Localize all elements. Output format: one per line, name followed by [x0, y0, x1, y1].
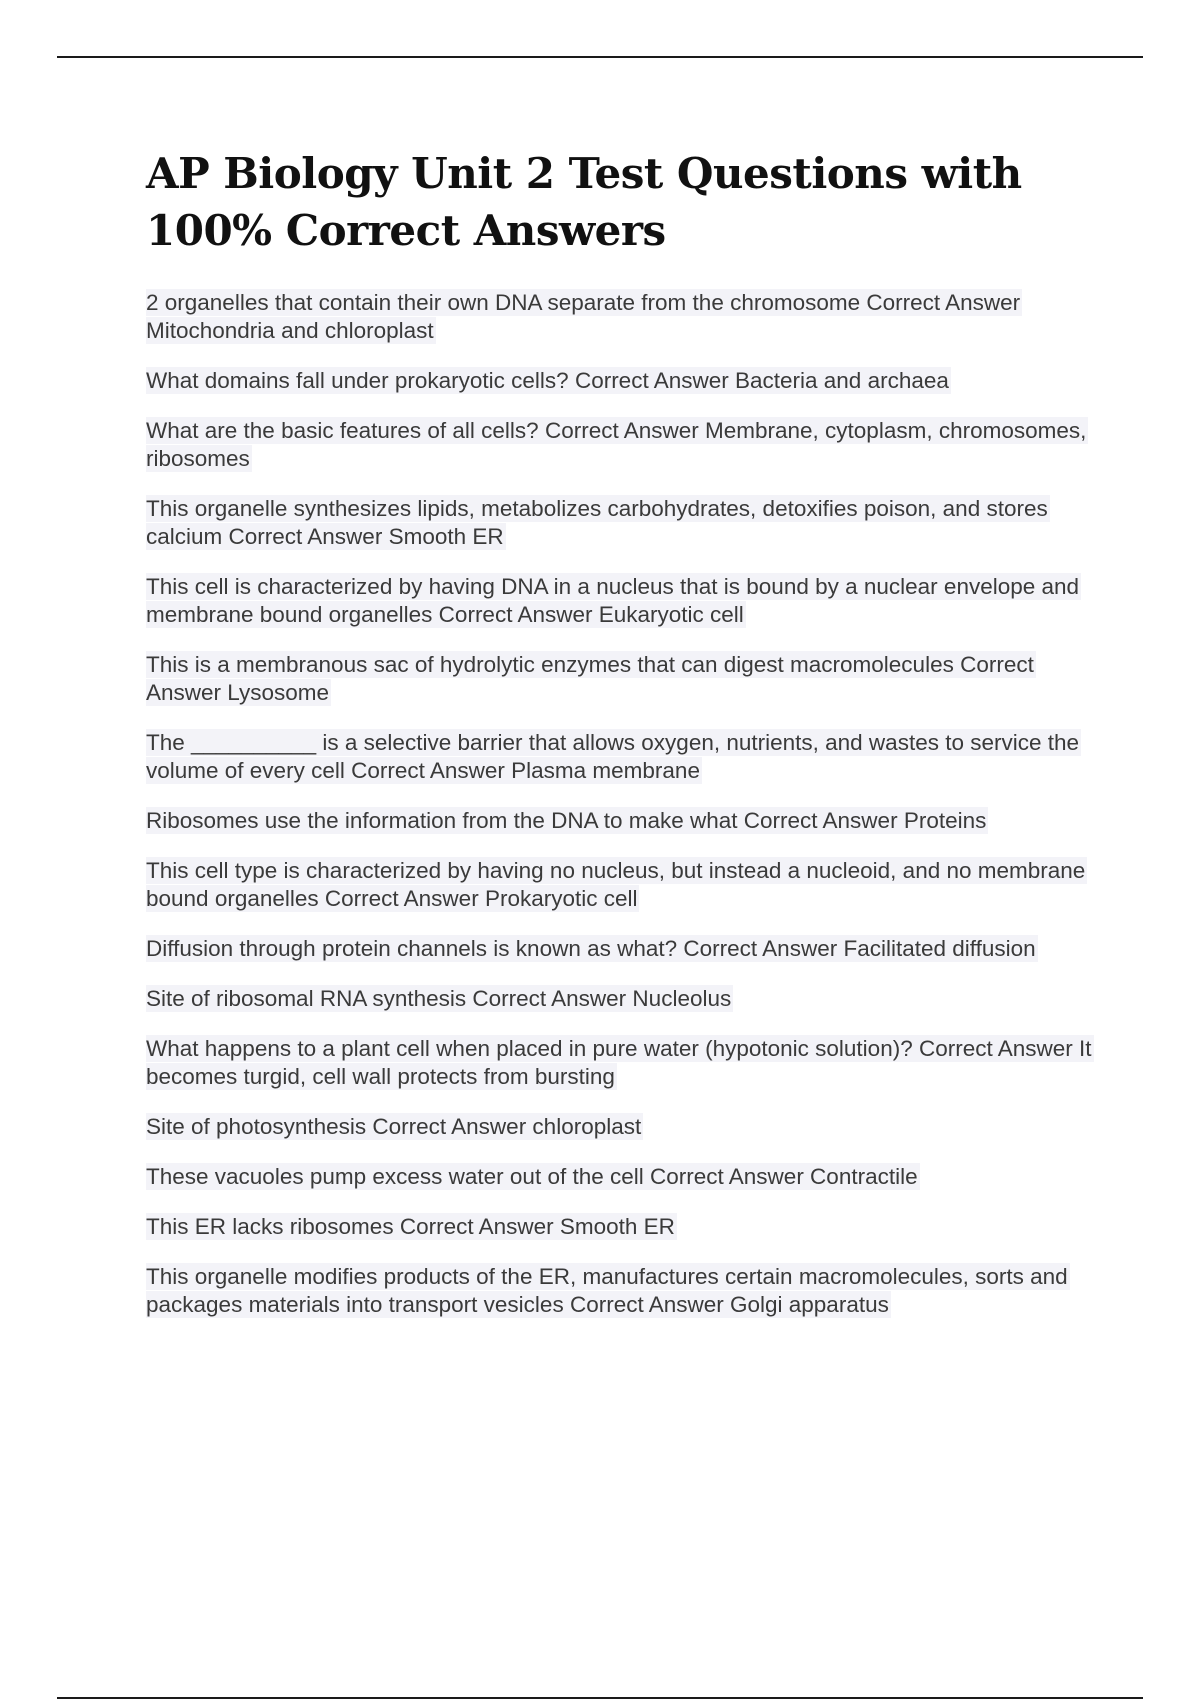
- qa-text: The __________ is a selective barrier that allows oxygen, nutrients, and wastes to service the volume of every cell Correct Answer Plasma membrane: [146, 730, 1080, 783]
- qa-text: This is a membranous sac of hydrolytic enzymes that can digest macromolecules Correct Answer Lysosome: [146, 652, 1034, 705]
- bottom-rule: [57, 1697, 1143, 1699]
- qa-item: [146, 807, 1106, 835]
- qa-text: These vacuoles pump excess water out of the cell Correct Answer Contractile: [146, 1164, 918, 1189]
- qa-text: This organelle modifies products of the ER, manufactures certain macromolecules, sorts and packages materials into transport vesicles Correct Answer Golgi apparatus: [146, 1264, 1068, 1317]
- qa-item: [146, 935, 1106, 963]
- qa-item: [146, 1113, 1106, 1141]
- qa-item: [146, 857, 1106, 913]
- document-body: [146, 145, 1106, 1341]
- qa-item: [146, 417, 1106, 473]
- qa-list: [146, 289, 1106, 1319]
- document-title: AP Biology Unit 2 Test Questions with 100% Correct Answers: [146, 149, 1022, 255]
- qa-item: [146, 1213, 1106, 1241]
- qa-text: Diffusion through protein channels is known as what? Correct Answer Facilitated diffusion: [146, 936, 1036, 961]
- qa-text: 2 organelles that contain their own DNA separate from the chromosome Correct Answer Mitochondria and chloroplast: [146, 290, 1021, 343]
- qa-item: [146, 651, 1106, 707]
- qa-text: This cell is characterized by having DNA in a nucleus that is bound by a nuclear envelope and membrane bound organelles Correct Answer Eukaryotic cell: [146, 574, 1080, 627]
- qa-item: [146, 495, 1106, 551]
- qa-item: [146, 1263, 1106, 1319]
- qa-item: [146, 367, 1106, 395]
- qa-text: Site of ribosomal RNA synthesis Correct Answer Nucleolus: [146, 986, 732, 1011]
- qa-text: Ribosomes use the information from the DNA to make what Correct Answer Proteins: [146, 808, 987, 833]
- qa-text: What are the basic features of all cells? Correct Answer Membrane, cytoplasm, chromosomes, ribosomes: [146, 418, 1087, 471]
- qa-text: Site of photosynthesis Correct Answer chloroplast: [146, 1114, 642, 1139]
- qa-item: [146, 729, 1106, 785]
- qa-item: [146, 289, 1106, 345]
- qa-text: What domains fall under prokaryotic cells? Correct Answer Bacteria and archaea: [146, 368, 949, 393]
- qa-text: What happens to a plant cell when placed in pure water (hypotonic solution)? Correct Answer It becomes turgid, cell wall protects from bursting: [146, 1036, 1092, 1089]
- qa-item: [146, 985, 1106, 1013]
- qa-text: This ER lacks ribosomes Correct Answer Smooth ER: [146, 1214, 675, 1239]
- qa-text: This organelle synthesizes lipids, metabolizes carbohydrates, detoxifies poison, and stores calcium Correct Answer Smooth ER: [146, 496, 1048, 549]
- qa-item: [146, 1163, 1106, 1191]
- qa-text: This cell type is characterized by having no nucleus, but instead a nucleoid, and no membrane bound organelles Correct Answer Prokaryotic cell: [146, 858, 1086, 911]
- top-rule: [57, 56, 1143, 58]
- qa-item: [146, 1035, 1106, 1091]
- qa-item: [146, 573, 1106, 629]
